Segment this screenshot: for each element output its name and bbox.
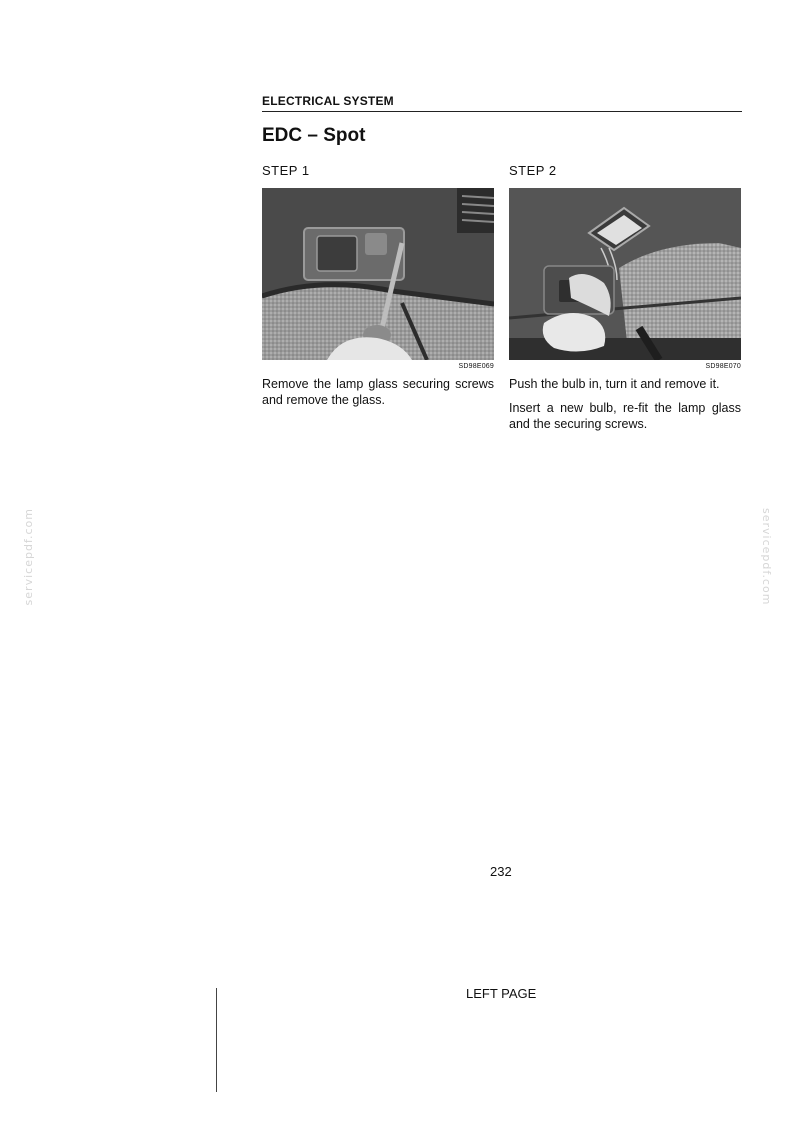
step-1-description: Remove the lamp glass securing screws and remove the glass.	[262, 377, 494, 407]
watermark-right: servicepdf.com	[760, 508, 773, 606]
step-2-label: STEP 2	[509, 163, 557, 178]
step-2-description-2: Insert a new bulb, re-fit the lamp glass and the securing screws.	[509, 401, 741, 431]
section-header: ELECTRICAL SYSTEM	[262, 94, 742, 112]
step-1-label: STEP 1	[262, 163, 310, 178]
step-1-image-code: SD98E069	[458, 363, 494, 370]
page-number: 232	[490, 864, 512, 879]
margin-rule	[216, 988, 217, 1092]
step-1-column	[262, 163, 494, 408]
step-2-image-code: SD98E070	[705, 363, 741, 370]
step-2-column	[509, 163, 741, 432]
watermark-left: servicepdf.com	[22, 508, 35, 606]
step-1-photo	[262, 188, 494, 360]
step-2-photo	[509, 188, 741, 360]
step-2-description-1: Push the bulb in, turn it and remove it.	[509, 377, 720, 391]
page-title: EDC – Spot	[262, 125, 366, 146]
page-side-label: LEFT PAGE	[466, 986, 537, 1001]
